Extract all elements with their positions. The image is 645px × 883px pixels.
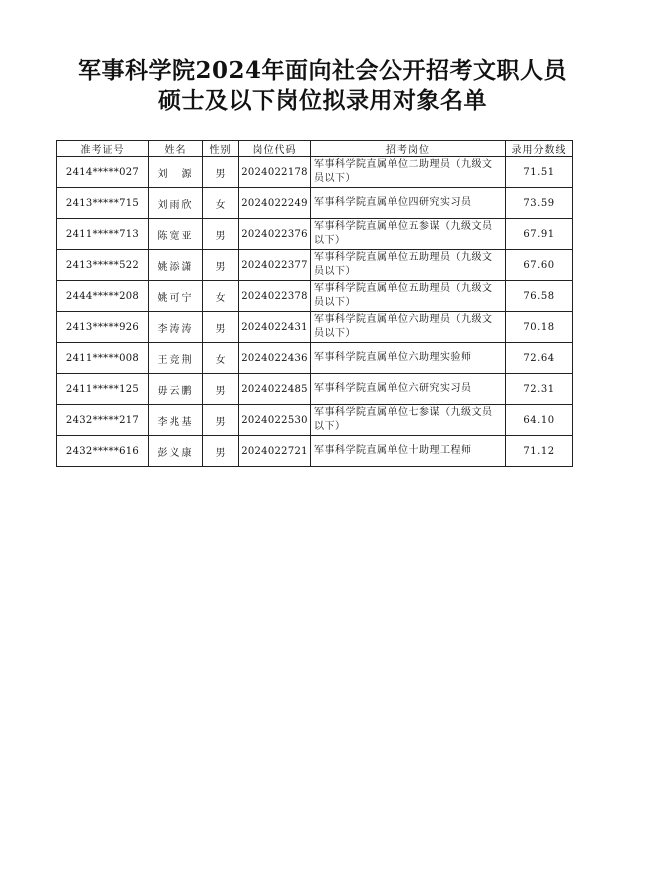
cell-position-code: 2024022436: [239, 343, 311, 374]
cell-score: 76.58: [506, 281, 573, 312]
cell-score: 64.10: [506, 405, 573, 436]
cell-position: 军事科学院直属单位六助理实验师: [311, 343, 506, 374]
header-position: 招考岗位: [311, 141, 506, 157]
admission-roster-table: [56, 140, 573, 467]
cell-exam-no: 2411*****008: [57, 343, 149, 374]
cell-score: 71.12: [506, 436, 573, 467]
cell-position-code: 2024022378: [239, 281, 311, 312]
cell-exam-no: 2413*****715: [57, 188, 149, 219]
cell-score: 72.31: [506, 374, 573, 405]
cell-position: 军事科学院直属单位五助理员（九级文员以下）: [311, 250, 506, 281]
cell-gender: 男: [203, 250, 239, 281]
cell-position: 军事科学院直属单位二助理员（九级文员以下）: [311, 157, 506, 188]
cell-position: 军事科学院直属单位六助理员（九级文员以下）: [311, 312, 506, 343]
cell-exam-no: 2411*****713: [57, 219, 149, 250]
header-score: 录用分数线: [506, 141, 573, 157]
cell-gender: 男: [203, 219, 239, 250]
cell-name: 刘 源: [149, 157, 203, 188]
table-row: [57, 188, 573, 219]
cell-position-code: 2024022530: [239, 405, 311, 436]
cell-name: 彭义康: [149, 436, 203, 467]
cell-position: 军事科学院直属单位五参谋（九级文员以下）: [311, 219, 506, 250]
cell-position-code: 2024022485: [239, 374, 311, 405]
cell-exam-no: 2444*****208: [57, 281, 149, 312]
cell-score: 70.18: [506, 312, 573, 343]
table-row: [57, 157, 573, 188]
cell-gender: 女: [203, 281, 239, 312]
table-row: [57, 219, 573, 250]
cell-name: 李兆基: [149, 405, 203, 436]
cell-position-code: 2024022178: [239, 157, 311, 188]
document-title-line-2: 硕士及以下岗位拟录用对象名单: [158, 87, 487, 114]
table-row: [57, 312, 573, 343]
cell-name: 毋云鹏: [149, 374, 203, 405]
cell-name: 陈宽亚: [149, 219, 203, 250]
header-gender: 性别: [203, 141, 239, 157]
document-title-line-1: 军事科学院2024年面向社会公开招考文职人员: [77, 57, 567, 84]
cell-gender: 男: [203, 374, 239, 405]
table-row: [57, 405, 573, 436]
cell-position: 军事科学院直属单位六研究实习员: [311, 374, 506, 405]
cell-gender: 男: [203, 436, 239, 467]
cell-gender: 女: [203, 343, 239, 374]
table-row: [57, 374, 573, 405]
cell-name: 李涛涛: [149, 312, 203, 343]
cell-name: 姚添潇: [149, 250, 203, 281]
cell-score: 67.60: [506, 250, 573, 281]
cell-position-code: 2024022376: [239, 219, 311, 250]
cell-position: 军事科学院直属单位十助理工程师: [311, 436, 506, 467]
cell-name: 刘雨欣: [149, 188, 203, 219]
cell-position: 军事科学院直属单位四研究实习员: [311, 188, 506, 219]
table-row: [57, 281, 573, 312]
cell-gender: 男: [203, 312, 239, 343]
cell-score: 72.64: [506, 343, 573, 374]
cell-exam-no: 2413*****926: [57, 312, 149, 343]
cell-position-code: 2024022249: [239, 188, 311, 219]
table-row: [57, 250, 573, 281]
cell-gender: 男: [203, 405, 239, 436]
cell-score: 73.59: [506, 188, 573, 219]
cell-gender: 女: [203, 188, 239, 219]
cell-exam-no: 2414*****027: [57, 157, 149, 188]
cell-position-code: 2024022721: [239, 436, 311, 467]
table-row: [57, 343, 573, 374]
header-name: 姓名: [149, 141, 203, 157]
cell-exam-no: 2411*****125: [57, 374, 149, 405]
cell-exam-no: 2432*****217: [57, 405, 149, 436]
header-exam-no: 准考证号: [57, 141, 149, 157]
header-position-code: 岗位代码: [239, 141, 311, 157]
cell-position-code: 2024022377: [239, 250, 311, 281]
table-header-row: [57, 141, 573, 157]
cell-score: 71.51: [506, 157, 573, 188]
cell-position: 军事科学院直属单位七参谋（九级文员以下）: [311, 405, 506, 436]
cell-exam-no: 2432*****616: [57, 436, 149, 467]
cell-gender: 男: [203, 157, 239, 188]
table-row: [57, 436, 573, 467]
cell-position-code: 2024022431: [239, 312, 311, 343]
cell-exam-no: 2413*****522: [57, 250, 149, 281]
cell-score: 67.91: [506, 219, 573, 250]
cell-position: 军事科学院直属单位五助理员（九级文员以下）: [311, 281, 506, 312]
cell-name: 姚可宁: [149, 281, 203, 312]
cell-name: 王竞荆: [149, 343, 203, 374]
